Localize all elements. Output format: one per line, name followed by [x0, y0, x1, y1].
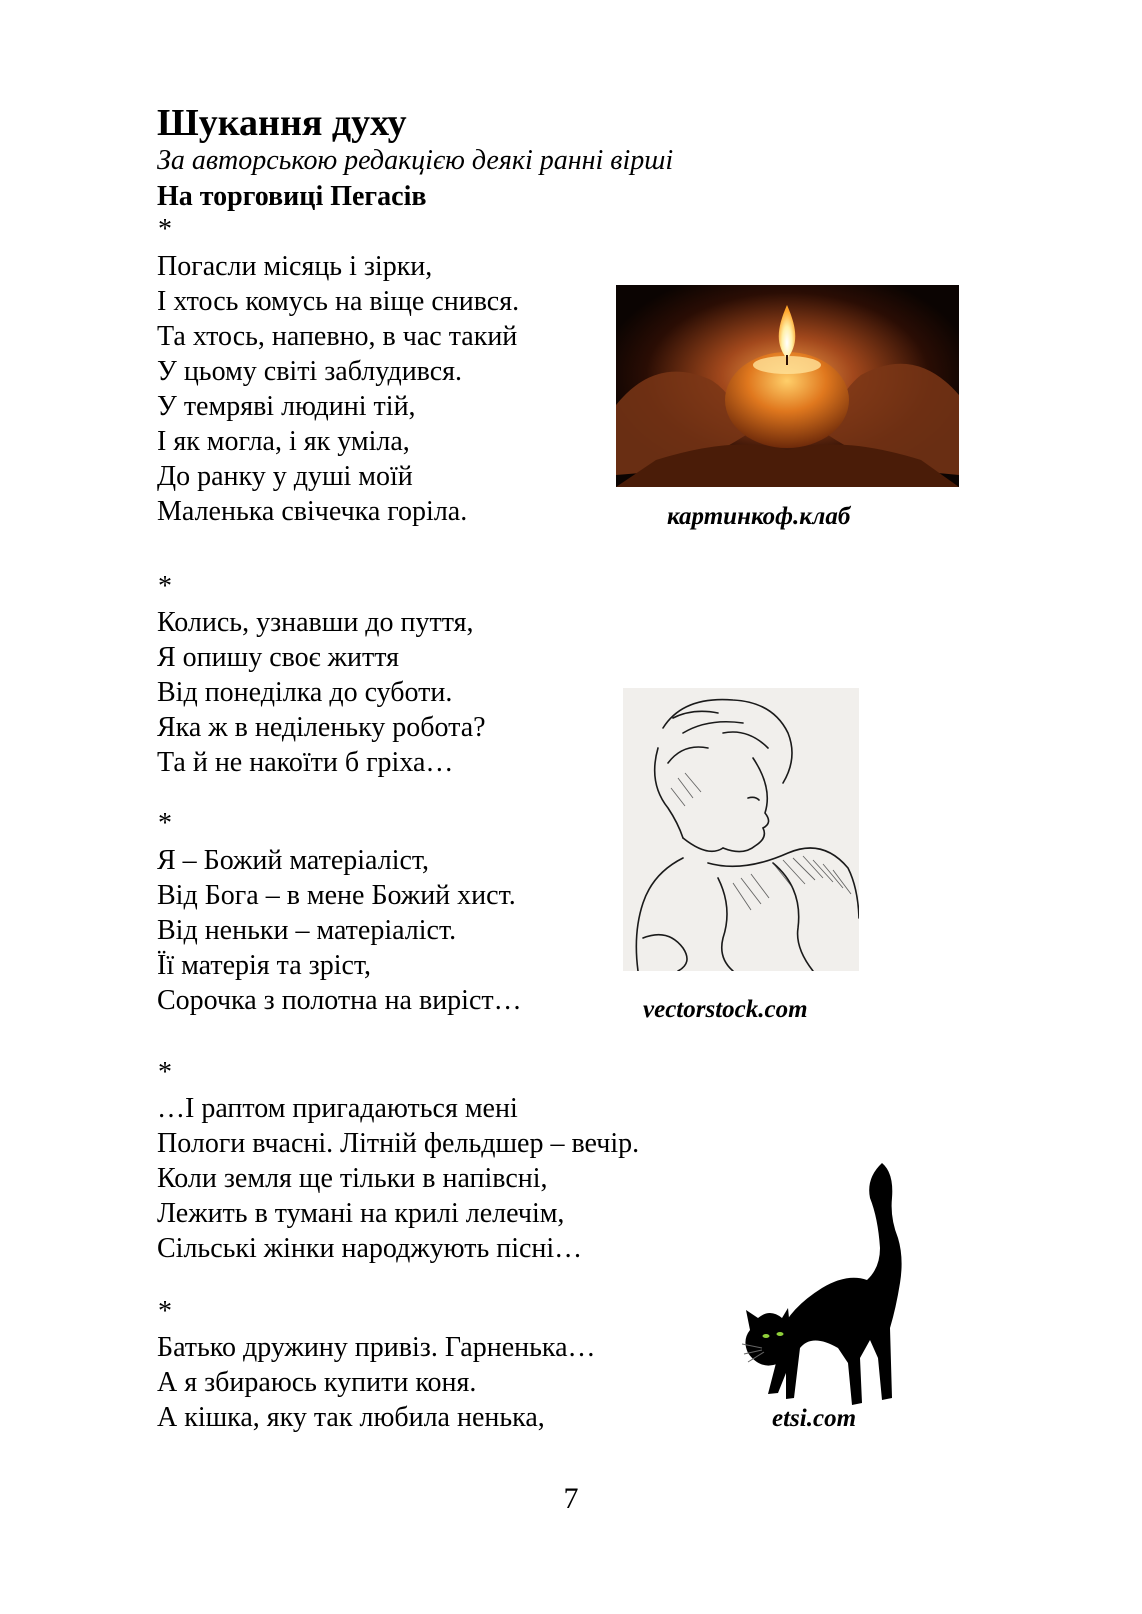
image-credit: картинкоф.клаб	[667, 503, 851, 530]
poem-line: До ранку у душі моїй	[157, 461, 413, 492]
subtitle: За авторською редакцією деякі ранні вірші	[157, 145, 674, 176]
poem-line: Батько дружину привіз. Гарненька…	[157, 1332, 596, 1363]
poem-line: Від Бога – в мене Божий хист.	[157, 880, 516, 911]
candle-in-hands-photo-icon	[616, 285, 959, 487]
poem-line: Та й не накоїти б гріха…	[157, 747, 454, 778]
poem-line: Колись, узнавши до пуття,	[157, 607, 474, 638]
poem-line: Від понеділка до суботи.	[157, 677, 453, 708]
section-title: На торговиці Пегасів	[157, 181, 427, 212]
poem-line: Лежить в тумані на крилі лелечім,	[157, 1198, 565, 1229]
poem-line: Яка ж в неділеньку робота?	[157, 712, 486, 743]
poem-line: Її матерія та зріст,	[157, 950, 372, 981]
stanza-marker: *	[158, 1296, 172, 1327]
poem-line: І як могла, і як уміла,	[157, 426, 410, 457]
poem-line: І хтось комусь на віще снився.	[157, 286, 520, 317]
poem-line: …І раптом пригадаються мені	[157, 1093, 518, 1124]
poem-line: А кішка, яку так любила ненька,	[157, 1402, 545, 1433]
poem-line: Погасли місяць і зірки,	[157, 251, 433, 282]
stanza-marker: *	[158, 214, 172, 245]
poem-line: У темряві людині тій,	[157, 391, 416, 422]
poem-line: А я збираюсь купити коня.	[157, 1367, 477, 1398]
poem-line: Коли земля ще тільки в напівсні,	[157, 1163, 548, 1194]
black-cat-silhouette-icon	[742, 1158, 907, 1408]
page-number: 7	[563, 1482, 579, 1515]
boy-sketch-drawing-icon	[623, 688, 859, 971]
image-credit: vectorstock.com	[643, 996, 808, 1023]
poem-line: Та хтось, напевно, в час такий	[157, 321, 518, 352]
poem-line: Від неньки – матеріаліст.	[157, 915, 457, 946]
stanza-marker: *	[158, 1057, 172, 1088]
poem-line: Пологи вчасні. Літній фельдшер – вечір.	[157, 1128, 640, 1159]
page-title: Шукання духу	[157, 102, 407, 144]
poem-line: Я опишу своє життя	[157, 642, 399, 673]
poem-line: Я – Божий матеріаліст,	[157, 845, 430, 876]
stanza-marker: *	[158, 571, 172, 602]
poem-line: Маленька свічечка горіла.	[157, 496, 468, 527]
image-credit: etsi.com	[772, 1405, 857, 1432]
poem-line: У цьому світі заблудився.	[157, 356, 463, 387]
poem-line: Сорочка з полотна на виріст…	[157, 985, 522, 1016]
poem-line: Сільські жінки народжують пісні…	[157, 1233, 583, 1264]
stanza-marker: *	[158, 808, 172, 839]
